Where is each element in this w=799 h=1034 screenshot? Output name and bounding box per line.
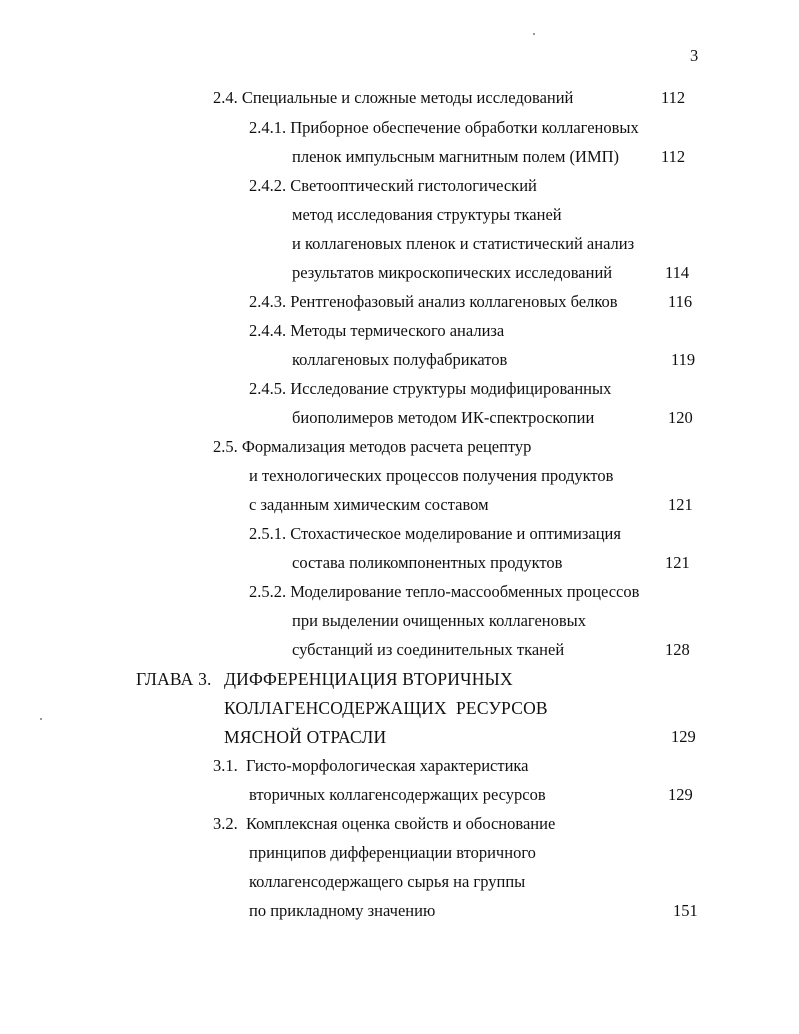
- toc-page-2-4: 112: [661, 88, 686, 107]
- toc-page-3-1: 129: [668, 785, 693, 804]
- toc-entry-3-1-cont: вторичных коллагенсодержащих ресурсов: [249, 785, 546, 804]
- toc-page-2-4-4: 119: [671, 350, 696, 369]
- toc-entry-2-4-1: 2.4.1. Приборное обеспечение обработки коллагеновых: [249, 118, 639, 137]
- scan-speck: [533, 33, 535, 35]
- toc-entry-2-5-1-cont: состава поликомпонентных продуктов: [292, 553, 563, 572]
- toc-entry-2-4-4: 2.4.4. Методы термического анализа: [249, 321, 505, 340]
- toc-page-2-5-2: 128: [665, 640, 690, 659]
- toc-page-chapter-3: 129: [671, 727, 696, 746]
- toc-entry-2-5-1: 2.5.1. Стохастическое моделирование и оптимизация: [249, 524, 621, 543]
- toc-page-2-4-3: 116: [668, 292, 693, 311]
- toc-entry-2-4-4-cont: коллагеновых полуфабрикатов: [292, 350, 508, 369]
- toc-entry-3-2-cont: принципов дифференциации вторичного: [249, 843, 536, 862]
- toc-page-2-4-5: 120: [668, 408, 693, 427]
- toc-entry-2-4-2-cont: метод исследования структуры тканей: [292, 205, 562, 224]
- toc-entry-2-4-5-cont: биополимеров методом ИК-спектроскопии: [292, 408, 595, 427]
- toc-page-2-4-2: 114: [665, 263, 690, 282]
- toc-entry-2-5-2-cont: при выделении очищенных коллагеновых: [292, 611, 586, 630]
- toc-entry-2-4-1-cont: пленок импульсным магнитным полем (ИМП): [292, 147, 620, 166]
- toc-entry-2-5-cont: и технологических процессов получения продуктов: [249, 466, 614, 485]
- toc-entry-3-2-cont: коллагенсодержащего сырья на группы: [249, 872, 526, 891]
- toc-entry-2-4-5: 2.4.5. Исследование структуры модифицированных: [249, 379, 612, 398]
- toc-entry-2-4-2: 2.4.2. Светооптический гистологический: [249, 176, 537, 195]
- toc-entry-2-4: 2.4. Специальные и сложные методы исследований: [213, 88, 574, 107]
- scan-speck: [40, 718, 42, 720]
- toc-entry-2-5-2-cont: субстанций из соединительных тканей: [292, 640, 565, 659]
- toc-chapter-3-label: ГЛАВА 3.: [136, 669, 212, 689]
- toc-page-2-4-1: 112: [661, 147, 686, 166]
- toc-chapter-3-title-cont: МЯСНОЙ ОТРАСЛИ: [224, 727, 387, 747]
- toc-chapter-3-title-cont: КОЛЛАГЕНСОДЕРЖАЩИХ РЕСУРСОВ: [224, 698, 548, 718]
- toc-entry-2-5-2: 2.5.2. Моделирование тепло-массообменных процессов: [249, 582, 640, 601]
- toc-page-3-2: 151: [673, 901, 698, 920]
- toc-page-2-5: 121: [668, 495, 693, 514]
- toc-entry-2-4-2-cont: и коллагеновых пленок и статистический анализ: [292, 234, 635, 253]
- toc-entry-2-5: 2.5. Формализация методов расчета рецептур: [213, 437, 532, 456]
- page-number: 3: [690, 46, 699, 65]
- toc-entry-3-2-cont: по прикладному значению: [249, 901, 436, 920]
- toc-entry-3-1: 3.1. Гисто-морфологическая характеристика: [213, 756, 529, 775]
- toc-entry-2-5-cont: с заданным химическим составом: [249, 495, 489, 514]
- toc-chapter-3-title: ДИФФЕРЕНЦИАЦИЯ ВТОРИЧНЫХ: [224, 669, 513, 689]
- toc-entry-2-4-3: 2.4.3. Рентгенофазовый анализ коллагеновых белков: [249, 292, 618, 311]
- toc-entry-2-4-2-cont: результатов микроскопических исследований: [292, 263, 613, 282]
- toc-page-2-5-1: 121: [665, 553, 690, 572]
- toc-entry-3-2: 3.2. Комплексная оценка свойств и обоснование: [213, 814, 556, 833]
